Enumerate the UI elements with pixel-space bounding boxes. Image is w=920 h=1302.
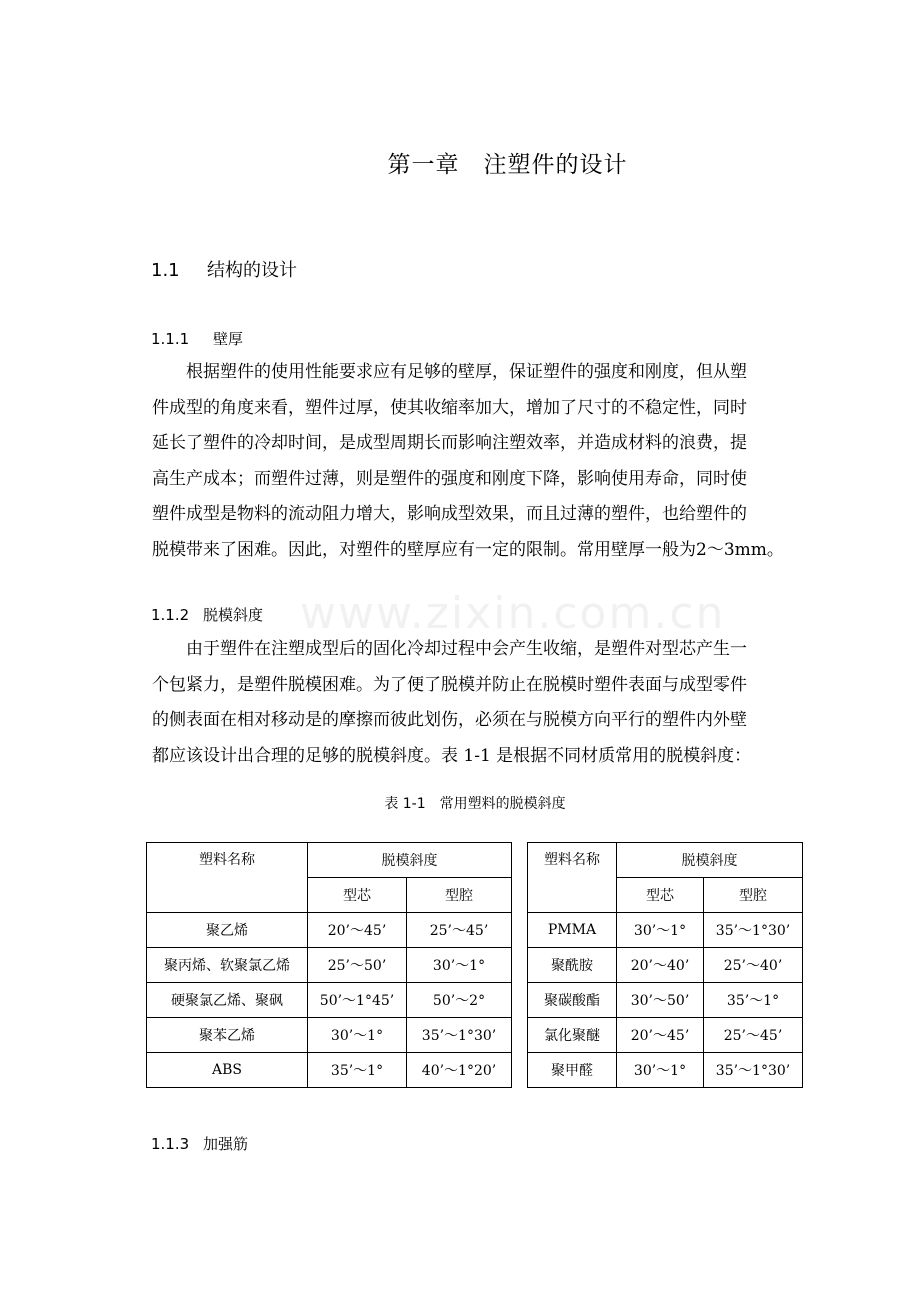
cavity-angle: 30’～1° (407, 948, 512, 983)
core-angle: 30’～1° (617, 1053, 704, 1088)
section-number: 1.1 (151, 260, 180, 281)
header-material-name: 塑料名称 (528, 843, 617, 913)
paragraph-line: 的侧表面在相对移动是的摩擦而彼此划伤，必须在与脱模方向平行的塑件内外壁 (152, 710, 747, 730)
table-row (147, 983, 512, 1018)
header-draft-angle: 脱模斜度 (617, 843, 803, 878)
core-angle: 25’～50’ (308, 948, 407, 983)
material-name: PMMA (528, 913, 617, 948)
cavity-angle: 35’～1°30’ (704, 1053, 803, 1088)
table-number: 表 1-1 (384, 796, 426, 812)
section-heading-1-1-2 (151, 604, 263, 625)
section-title: 结构的设计 (207, 260, 297, 281)
table-row (528, 913, 803, 948)
core-angle: 30’～50’ (617, 983, 704, 1018)
paragraph-wall-thickness (152, 355, 784, 568)
watermark: www.zixin.com.cn (300, 588, 726, 639)
section-heading-1-1 (151, 256, 297, 282)
paragraph-line: 脱模带来了困难。因此，对塑件的壁厚应有一定的限制。常用壁厚一般为2～3mm。 (152, 539, 784, 560)
paragraph-line: 个包紧力，是塑件脱模困难。为了便了脱模并防止在脱模时塑件表面与成型零件 (152, 674, 747, 695)
chapter-title: 第一章 注塑件的设计 (387, 152, 628, 178)
cavity-angle: 25’～45’ (407, 913, 512, 948)
paragraph-line: 根据塑件的使用性能要求应有足够的壁厚，保证塑件的强度和刚度，但从塑 (152, 362, 747, 382)
core-angle: 20’～45’ (308, 913, 407, 948)
table-row (528, 1018, 803, 1053)
core-angle: 30’～1° (308, 1018, 407, 1053)
section-heading-1-1-1 (151, 328, 243, 349)
cavity-angle: 40’～1°20’ (407, 1053, 512, 1088)
table-row (147, 913, 512, 948)
section-title: 加强筋 (203, 1135, 249, 1153)
material-name: 氯化聚醚 (528, 1018, 617, 1053)
material-name: ABS (147, 1053, 308, 1088)
draft-angle-table-left (146, 842, 512, 1088)
material-name: 聚甲醛 (528, 1053, 617, 1088)
section-number: 1.1.3 (151, 1135, 190, 1153)
header-cavity: 型腔 (704, 878, 803, 913)
table-row (147, 948, 512, 983)
header-core: 型芯 (308, 878, 407, 913)
core-angle: 35’～1° (308, 1053, 407, 1088)
table-title: 常用塑料的脱模斜度 (439, 796, 566, 812)
paragraph-line: 延长了塑件的冷却时间，是成型周期长而影响注塑效率，并造成材料的浪费，提 (152, 433, 747, 453)
section-number: 1.1.2 (151, 606, 190, 624)
table-row (528, 983, 803, 1018)
draft-angle-table-right (527, 842, 803, 1088)
material-name: 聚苯乙烯 (147, 1018, 308, 1053)
material-name: 硬聚氯乙烯、聚砜 (147, 983, 308, 1018)
header-cavity: 型腔 (407, 878, 512, 913)
paragraph-line: 高生产成本；而塑件过薄，则是塑件的强度和刚度下降，影响使用寿命，同时使 (152, 468, 747, 489)
material-name: 聚酰胺 (528, 948, 617, 983)
material-name: 聚碳酸酯 (528, 983, 617, 1018)
header-core: 型芯 (617, 878, 704, 913)
header-material-name: 塑料名称 (147, 843, 308, 913)
core-angle: 30’～1° (617, 913, 704, 948)
paragraph-line: 都应该设计出合理的足够的脱模斜度。表 1-1 是根据不同材质常用的脱模斜度： (152, 745, 752, 766)
core-angle: 20’～45’ (617, 1018, 704, 1053)
section-number: 1.1.1 (151, 330, 190, 348)
header-draft-angle: 脱模斜度 (308, 843, 512, 878)
table-caption (0, 793, 920, 813)
table-row (528, 948, 803, 983)
section-title: 脱模斜度 (203, 606, 264, 624)
table-row (147, 1018, 512, 1053)
cavity-angle: 25’～40’ (704, 948, 803, 983)
cavity-angle: 35’～1°30’ (704, 913, 803, 948)
cavity-angle: 35’～1°30’ (407, 1018, 512, 1053)
paragraph-line: 塑件成型是物料的流动阻力增大，影响成型效果，而且过薄的塑件，也给塑件的 (152, 504, 747, 524)
paragraph-draft-angle (152, 632, 784, 774)
material-name: 聚乙烯 (147, 913, 308, 948)
cavity-angle: 25’～45’ (704, 1018, 803, 1053)
table-row (528, 1053, 803, 1088)
paragraph-line: 由于塑件在注塑成型后的固化冷却过程中会产生收缩，是塑件对型芯产生一 (152, 639, 747, 659)
section-title: 壁厚 (213, 330, 244, 348)
material-name: 聚丙烯、软聚氯乙烯 (147, 948, 308, 983)
cavity-angle: 50’～2° (407, 983, 512, 1018)
paragraph-line: 件成型的角度来看，塑件过厚，使其收缩率加大，增加了尺寸的不稳定性，同时 (152, 397, 747, 418)
core-angle: 50’～1°45’ (308, 983, 407, 1018)
cavity-angle: 35’～1° (704, 983, 803, 1018)
table-row (147, 1053, 512, 1088)
section-heading-1-1-3 (151, 1133, 248, 1154)
core-angle: 20’～40’ (617, 948, 704, 983)
